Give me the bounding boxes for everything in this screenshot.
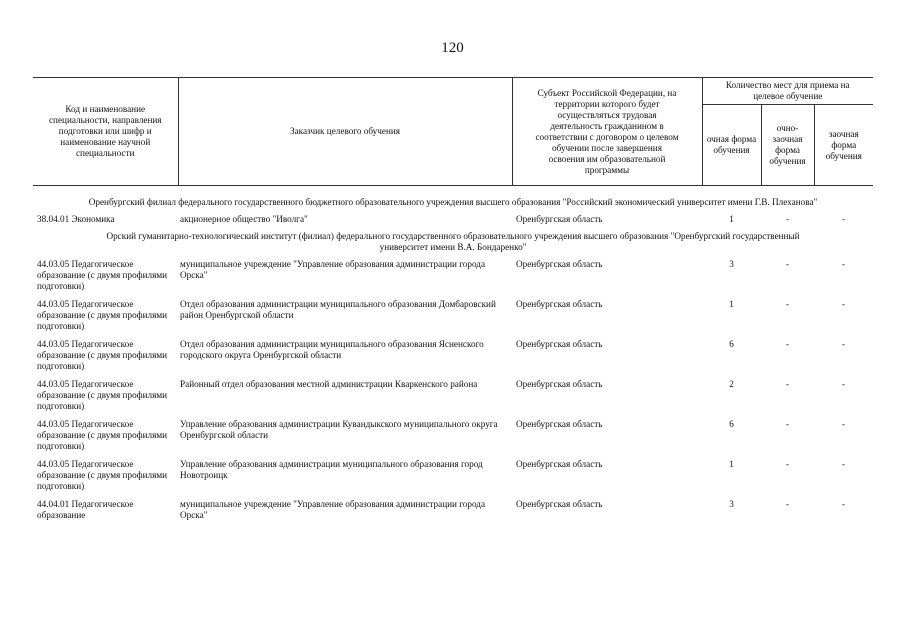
row-region: Оренбургская область [516, 459, 603, 469]
table-row [33, 415, 873, 455]
header-part-time: очно-заочная форма обучения [761, 105, 814, 186]
row-part-time: - [785, 459, 790, 469]
row-customer: акционерное общество "Иволга" [180, 214, 308, 224]
row-distance: - [841, 339, 846, 349]
row-part-time: - [785, 379, 790, 389]
row-distance: - [841, 259, 846, 269]
row-part-time: - [785, 499, 790, 509]
table-row [33, 295, 873, 335]
row-full-time: 3 [729, 499, 734, 509]
row-code: 44.04.01 Педагогическое образование [37, 499, 134, 520]
quota-table [33, 77, 873, 524]
row-region: Оренбургская область [516, 299, 603, 309]
row-customer: муниципальное учреждение "Управление образования администрации города Орска" [180, 499, 486, 520]
table-row [33, 455, 873, 495]
row-full-time: 1 [729, 459, 734, 469]
table-row [33, 495, 873, 524]
row-part-time: - [785, 339, 790, 349]
table-row [33, 210, 873, 228]
row-full-time: 6 [729, 419, 734, 429]
row-code: 38.04.01 Экономика [37, 214, 115, 224]
header-code: Код и наименование специальности, направления подготовки или шифр и наименование научной специальности [33, 78, 178, 186]
row-distance: - [841, 379, 846, 389]
row-full-time: 6 [729, 339, 734, 349]
row-code: 44.03.05 Педагогическое образование (с двумя профилями подготовки) [37, 299, 168, 331]
header-customer: Заказчик целевого обучения [178, 78, 512, 186]
org-name: Оренбургский филиал федерального государственного бюджетного образовательного учреждения высшего образования "Российский экономический университет имени Г.В. Плеханова" [88, 197, 818, 207]
table-body [33, 186, 873, 525]
row-distance: - [841, 499, 846, 509]
header-distance: заочная форма обучения [814, 105, 873, 186]
row-region: Оренбургская область [516, 259, 603, 269]
header-quota: Количество мест для приема на целевое обучение [702, 78, 873, 105]
row-code: 44.03.05 Педагогическое образование (с двумя профилями подготовки) [37, 419, 168, 451]
page-number: 120 [441, 40, 464, 56]
row-distance: - [841, 299, 846, 309]
row-customer: муниципальное учреждение "Управление образования администрации города Орска" [180, 259, 486, 280]
org-name: Орский гуманитарно-технологический институт (филиал) федерального государственного образовательного учреждения высшего образования "Оренбургский государственный университет имени В.А. Бондаренко" [106, 231, 800, 252]
table-row [33, 335, 873, 375]
row-full-time: 1 [729, 214, 734, 224]
row-region: Оренбургская область [516, 499, 603, 509]
section-org-header [33, 194, 873, 210]
row-part-time: - [785, 214, 790, 224]
row-part-time: - [785, 419, 790, 429]
row-code: 44.03.05 Педагогическое образование (с двумя профилями подготовки) [37, 259, 168, 291]
row-distance: - [841, 459, 846, 469]
row-full-time: 3 [729, 259, 734, 269]
row-part-time: - [785, 259, 790, 269]
row-customer: Отдел образования администрации муниципального образования Ясненского городского округа Оренбургской области [180, 339, 484, 360]
row-code: 44.03.05 Педагогическое образование (с двумя профилями подготовки) [37, 379, 168, 411]
row-customer: Отдел образования администрации муниципального образования Домбаровский район Оренбургской области [180, 299, 496, 320]
row-customer: Управление образования администрации муниципального образования город Новотроицк [180, 459, 483, 480]
row-customer: Управление образования администрации Кувандыкского муниципального округа Оренбургской области [180, 419, 498, 440]
row-distance: - [841, 419, 846, 429]
row-full-time: 2 [729, 379, 734, 389]
row-distance: - [841, 214, 846, 224]
row-region: Оренбургская область [516, 339, 603, 349]
header-region: Субъект Российской Федерации, на территории которого будет осуществляться трудовая деятельность гражданином в соответствии с договором о целевом обучении после завершения освоения им образовательной программы [512, 78, 702, 186]
row-region: Оренбургская область [516, 214, 603, 224]
row-customer: Районный отдел образования местной администрации Кваркенского района [180, 379, 478, 389]
row-code: 44.03.05 Педагогическое образование (с двумя профилями подготовки) [37, 339, 168, 371]
row-region: Оренбургская область [516, 419, 603, 429]
table-row [33, 255, 873, 295]
row-code: 44.03.05 Педагогическое образование (с двумя профилями подготовки) [37, 459, 168, 491]
table-header [33, 78, 873, 186]
section-org-header [33, 228, 873, 255]
row-part-time: - [785, 299, 790, 309]
table-row [33, 375, 873, 415]
row-full-time: 1 [729, 299, 734, 309]
row-region: Оренбургская область [516, 379, 603, 389]
header-full-time: очная форма обучения [702, 105, 761, 186]
